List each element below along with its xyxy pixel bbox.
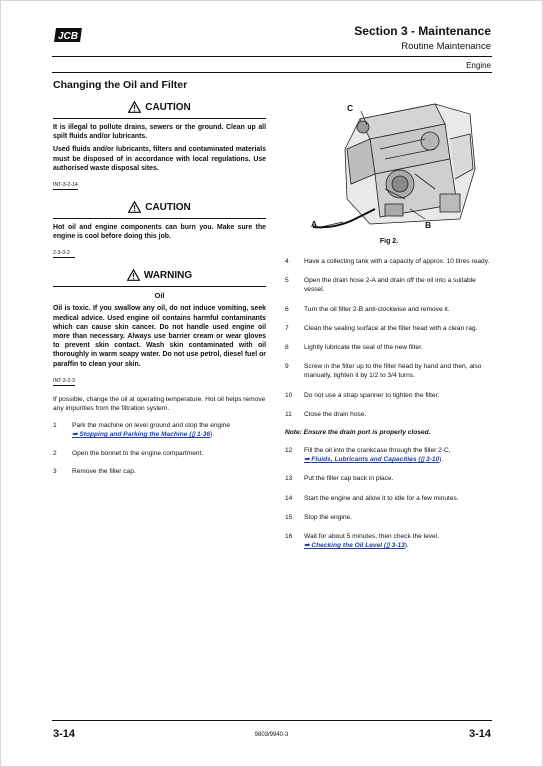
caution-box-hot-oil xyxy=(53,201,266,259)
step-item xyxy=(285,474,493,483)
warning-subject: Oil xyxy=(154,291,165,301)
step-item xyxy=(285,324,493,333)
step-list xyxy=(53,421,266,476)
warning-box-oil xyxy=(53,269,266,386)
step-text: Turn the oil filter 2-B anti-clockwise and remove it. xyxy=(304,305,450,313)
page-ref-icon: ▯ xyxy=(420,456,425,464)
step-text: Remove the filler cap. xyxy=(72,467,136,475)
step-item xyxy=(285,494,493,503)
caution-text: It is illegal to pollute drains, sewers or the ground. Clean up all spilt fluids and/or lubricants. xyxy=(53,124,266,141)
subsection-title: Routine Maintenance xyxy=(401,41,491,52)
section-title: Section 3 - Maintenance xyxy=(354,24,491,38)
step-text: Do not use a strap spanner to tighten the filter. xyxy=(304,391,440,399)
step-number: 8 xyxy=(285,344,289,352)
warning-label: WARNING xyxy=(143,269,193,281)
step-item xyxy=(285,446,493,464)
step-item xyxy=(285,343,493,352)
caution-text: Used fluids and/or lubricants, filters and contaminated materials must be disposed of in accordance with local regulations. Use authorised waste disposal sites. xyxy=(53,146,266,172)
step-text: Wait for about 5 minutes, then check the level, ➡ Checking the Oil Level (▯ 3-13). xyxy=(304,533,439,550)
step-number: 2 xyxy=(53,449,57,457)
page-ref-icon: ▯ xyxy=(191,431,196,439)
step-text: Start the engine and allow it to idle for a few minutes. xyxy=(304,494,459,502)
page-number-left: 3-14 xyxy=(53,728,76,740)
step-item xyxy=(285,410,493,419)
notice-code: 2-3-3-2 xyxy=(53,250,75,258)
jcb-logo xyxy=(53,27,83,43)
caution-text: Hot oil and engine components can burn you. Make sure the engine is cool before doing this job. xyxy=(53,224,266,241)
warning-text: Oil is toxic. If you swallow any oil, do not induce vomiting, seek medical advice. Used engine oil contains harmful contaminants which can cause skin cancer. Do not handle used engine oil more than necessary. Always use barrier cream or wear gloves to prevent skin contact. Wash skin contaminated with oil thoroughly in warm soapy water. Do not use petrol, diesel fuel or paraffin to clean your skin. xyxy=(53,305,266,368)
figure-label-a: A xyxy=(311,219,318,229)
step-number: 3 xyxy=(53,467,57,475)
step-number: 7 xyxy=(285,324,289,332)
step-text: Screw in the filter up to the filter head by hand and then, also manually, tighten it by 1/2 to 3/4 turns. xyxy=(304,363,482,380)
header-divider xyxy=(52,56,492,57)
step-item xyxy=(285,362,493,380)
step-item xyxy=(53,449,266,458)
step-text: Park the machine on level ground and stop the engine ➡ Stopping and Parking the Machine (▯ 1-36). xyxy=(72,422,230,439)
left-column xyxy=(53,79,266,485)
step-number: 1 xyxy=(53,422,57,430)
step-text: Close the drain hose. xyxy=(304,410,367,418)
header-divider-lower xyxy=(52,72,492,73)
figure-label-c: C xyxy=(347,103,354,113)
right-column xyxy=(285,79,493,560)
caution-box-environment xyxy=(53,101,266,191)
step-text: Stop the engine. xyxy=(304,513,353,521)
step-text: Clean the sealing surface at the filter head with a clean rag. xyxy=(304,324,478,332)
step-text: Open the bonnet to the engine compartment. xyxy=(72,449,204,457)
footer-divider xyxy=(52,720,492,721)
note-text: Note: Ensure the drain port is properly closed. xyxy=(285,429,431,437)
step-number: 6 xyxy=(285,305,289,313)
step-item xyxy=(285,257,493,266)
step-number: 13 xyxy=(285,475,293,483)
step-item xyxy=(285,276,493,294)
warning-heading xyxy=(53,269,266,287)
engine-illustration xyxy=(285,79,493,234)
step-item xyxy=(53,421,266,439)
page-title: Changing the Oil and Filter xyxy=(53,79,188,91)
notice-code: INT-3-2-3 xyxy=(53,377,75,384)
caution-heading xyxy=(53,201,266,219)
step-item xyxy=(285,513,493,522)
step-number: 9 xyxy=(285,363,289,371)
xref-link[interactable]: ➡ Checking the Oil Level (▯ 3-13 xyxy=(304,542,405,550)
step-number: 14 xyxy=(285,494,293,502)
caution-label: CAUTION xyxy=(145,201,191,213)
step-text: Fill the oil into the crankcase through the filler 2-C, ➡ Fluids, Lubricants and Capacities (▯ 3-10). xyxy=(304,447,451,464)
step-text: Lightly lubricate the seal of the new filter. xyxy=(304,344,423,352)
step-number: 16 xyxy=(285,533,293,541)
logo-text: JCB xyxy=(57,31,79,42)
figure-label-b: B xyxy=(425,220,432,230)
step-item xyxy=(53,467,266,476)
step-item xyxy=(285,305,493,314)
xref-link[interactable]: ➡ Stopping and Parking the Machine (▯ 1-36 xyxy=(72,431,211,439)
xref-link[interactable]: ➡ Fluids, Lubricants and Capacities (▯ 3-10 xyxy=(304,456,440,464)
intro-paragraph: If possible, change the oil at operating temperature. Hot oil helps remove any impurities from the filtration system. xyxy=(53,395,266,413)
engine-figure xyxy=(285,79,493,234)
page-number-right: 3-14 xyxy=(468,728,491,740)
step-number: 4 xyxy=(285,258,289,265)
figure-caption: Fig 2. xyxy=(379,238,399,245)
step-number: 12 xyxy=(285,447,293,455)
step-text: Put the filler cap back in place. xyxy=(304,475,394,483)
page-ref-icon: ▯ xyxy=(386,542,390,550)
warning-triangle-icon xyxy=(128,101,141,113)
warning-triangle-icon xyxy=(127,269,140,281)
caution-heading xyxy=(53,101,266,119)
topic-label: Engine xyxy=(466,61,491,70)
step-number: 10 xyxy=(285,391,293,399)
step-text: Have a collecting tank with a capacity of approx. 10 litres ready. xyxy=(304,258,490,265)
step-number: 15 xyxy=(285,513,293,521)
notice-code: INT-3-2-14 xyxy=(53,182,78,189)
step-item xyxy=(285,532,493,550)
step-list-continued xyxy=(285,257,493,550)
step-number: 5 xyxy=(285,277,289,285)
warning-triangle-icon xyxy=(128,201,141,213)
step-number: 11 xyxy=(285,410,292,418)
step-text: Open the drain hose 2-A and drain off the oil into a suitable vessel. xyxy=(304,277,476,294)
document-number: 9803/9940-3 xyxy=(254,732,289,738)
caution-label: CAUTION xyxy=(145,101,191,113)
step-item xyxy=(285,391,493,400)
